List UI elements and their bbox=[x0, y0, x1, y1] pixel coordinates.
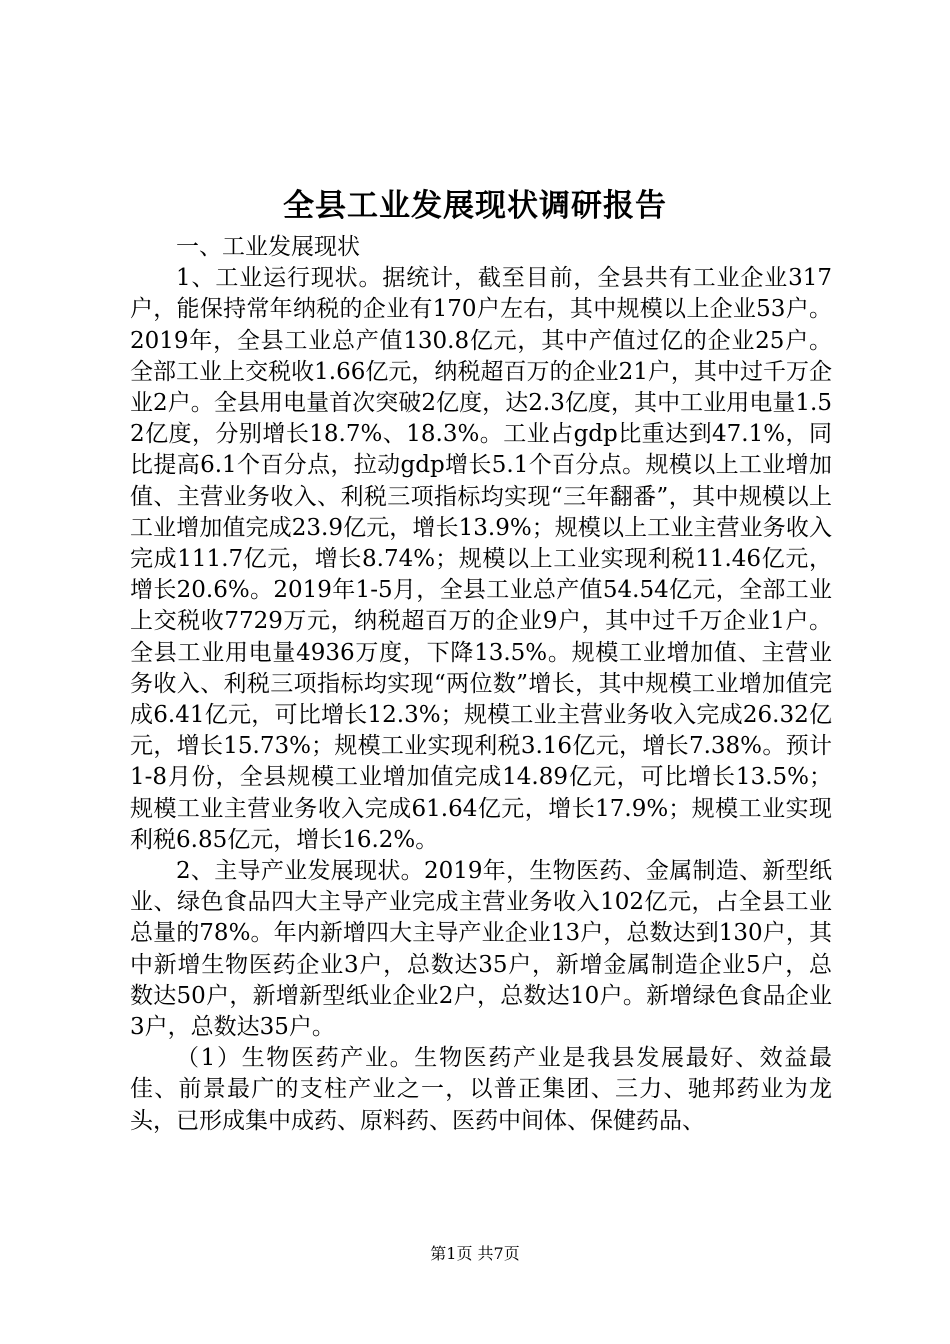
paragraph-biomedicine: （1）生物医药产业。生物医药产业是我县发展最好、效益最佳、前景最广的支柱产业之一，以普正集团、三力、驰邦药业为龙头，已形成集中成药、原料药、医药中间体、保健药品、 bbox=[130, 1045, 832, 1134]
paragraph-leading-industries: 2、主导产业发展现状。2019年，生物医药、金属制造、新型纸业、绿色食品四大主导产业完成主营业务收入102亿元，占全县工业总量的78%。年内新增四大主导产业企业13户，总数达到130户，其中新增生物医药企业3户，总数达35户，新增金属制造企业5户，总数达50户，新增新型纸业企业2户，总数达10户。新增绿色食品企业3户，总数达35户。 bbox=[130, 858, 832, 1041]
page-footer: 第1页 共7页 bbox=[430, 1244, 520, 1263]
paragraph-industrial-status: 1、工业运行现状。据统计，截至目前，全县共有工业企业317户，能保持常年纳税的企业有170户左右，其中规模以上企业53户。2019年，全县工业总产值130.8亿元，其中产值过亿的企业25户。全部工业上交税收1.66亿元，纳税超百万的企业21户，其中过千万企业2户。全县用电量首次突破2亿度，达2.3亿度，其中工业用电量1.52亿度，分别增长18.7%、18.3%。工业占gdp比重达到47.1%，同比提高6.1个百分点，拉动gdp增长5.1个百分点。规模以上工业增加值、主营业务收入、利税三项指标均实现“三年翻番”，其中规模以上工业增加值完成23.9亿元，增长13.9%；规模以上工业主营业务收入完成111.7亿元，增长8.74%；规模以上工业实现利税11.46亿元，增长20.6%。2019年1-5月，全县工业总产值54.54亿元，全部工业上交税收7729万元，纳税超百万的企业9户，其中过千万企业1户。全县工业用电量4936万度，下降13.5%。规模工业增加值、主营业务收入、利税三项指标均实现“两位数”增长，其中规模工业增加值完成6.41亿元，可比增长12.3%；规模工业主营业务收入完成26.32亿元，增长15.73%；规模工业实现利税3.16亿元，增长7.38%。预计1-8月份，全县规模工业增加值完成14.89亿元，可比增长13.5%；规模工业主营业务收入完成61.64亿元，增长17.9%；规模工业实现利税6.85亿元，增长16.2%。 bbox=[130, 265, 832, 853]
document-body bbox=[130, 232, 832, 1137]
section-heading: 一、工业发展现状 bbox=[176, 234, 360, 260]
document-title: 全县工业发展现状调研报告 bbox=[283, 188, 667, 224]
